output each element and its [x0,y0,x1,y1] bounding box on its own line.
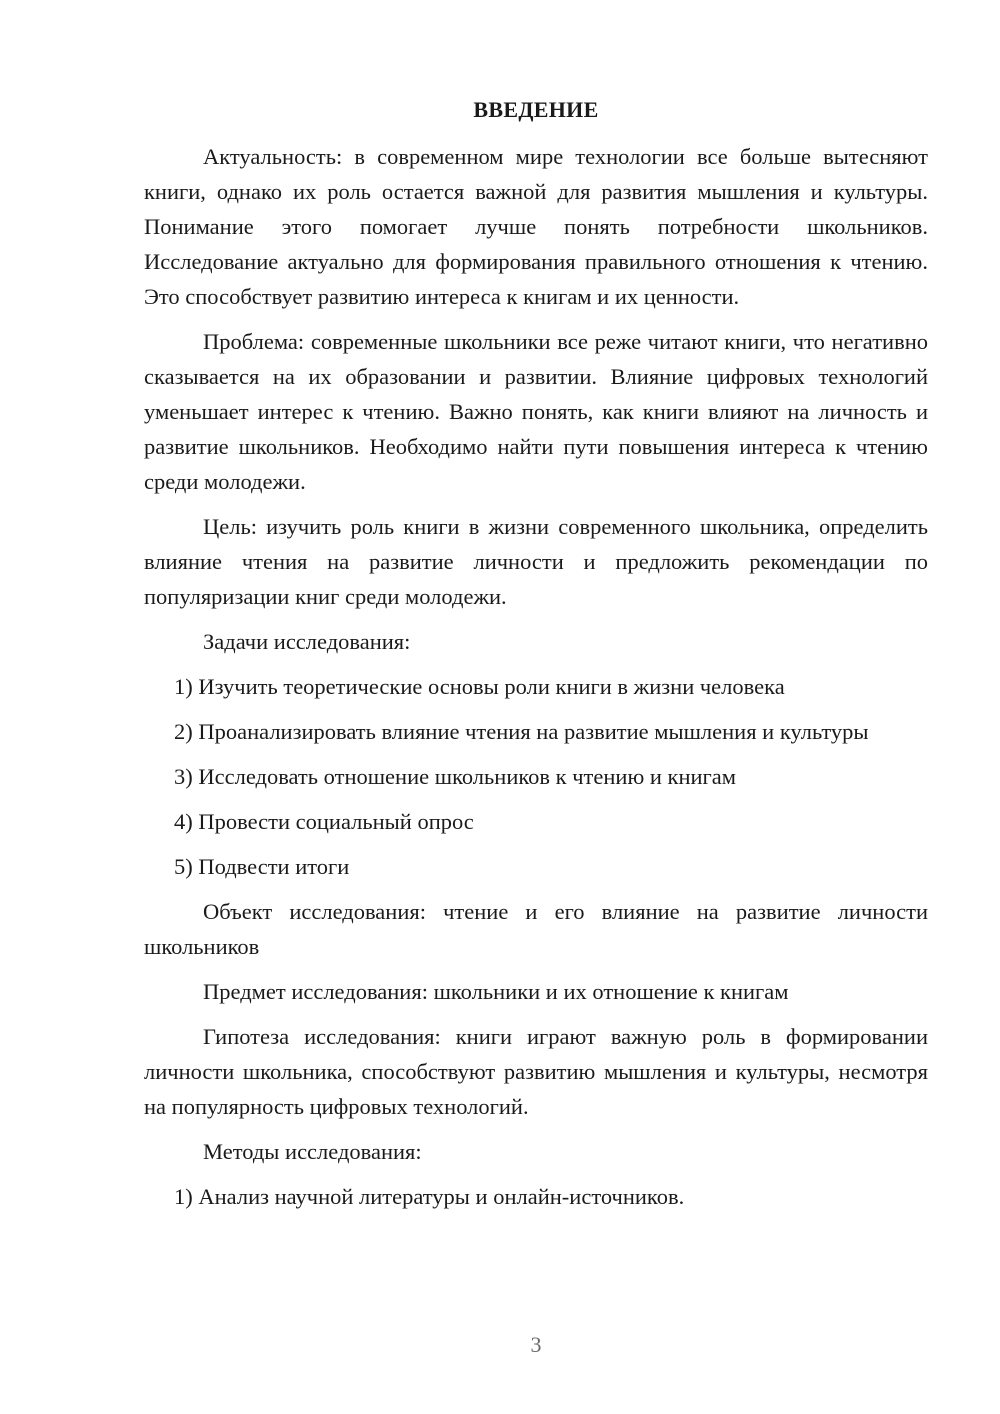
hypothesis-paragraph: Гипотеза исследования: книги играют важную роль в формировании личности школьника, способствуют развитию мышления и культуры, несмотря на популярность цифровых технологий. [144,1024,928,1119]
task-item: 5) Подвести итоги [174,854,350,879]
task-item: 1) Изучить теоретические основы роли книги в жизни человека [174,674,785,699]
method-item: 1) Анализ научной литературы и онлайн-источников. [174,1184,685,1209]
object-paragraph: Объект исследования: чтение и его влияние на развитие личности школьников [144,899,928,959]
task-item: 2) Проанализировать влияние чтения на развитие мышления и культуры [174,719,869,744]
goal-paragraph: Цель: изучить роль книги в жизни современного школьника, определить влияние чтения на развитие личности и предложить рекомендации по популяризации книг среди молодежи. [144,514,928,609]
page-number: 3 [530,1332,542,1357]
methods-title: Методы исследования: [203,1139,422,1164]
task-item: 4) Провести социальный опрос [174,809,474,834]
page-content [144,95,928,1224]
task-item: 3) Исследовать отношение школьников к чтению и книгам [174,764,737,789]
section-heading: ВВЕДЕНИЕ [473,97,599,122]
problem-paragraph: Проблема: современные школьники все реже читают книги, что негативно сказывается на их образовании и развитии. Влияние цифровых технологий уменьшает интерес к чтению. Важно понять, как книги влияют на личность и развитие школьников. Необходимо найти пути повышения интереса к чтению среди молодежи. [144,329,928,494]
relevance-paragraph: Актуальность: в современном мире технологии все больше вытесняют книги, однако их роль остается важной для развития мышления и культуры. Понимание этого помогает лучше понять потребности школьников. Исследование актуально для формирования правильного отношения к чтению. Это способствует развитию интереса к книгам и их ценности. [144,144,928,309]
subject-paragraph: Предмет исследования: школьники и их отношение к книгам [203,979,789,1004]
tasks-title: Задачи исследования: [203,629,411,654]
